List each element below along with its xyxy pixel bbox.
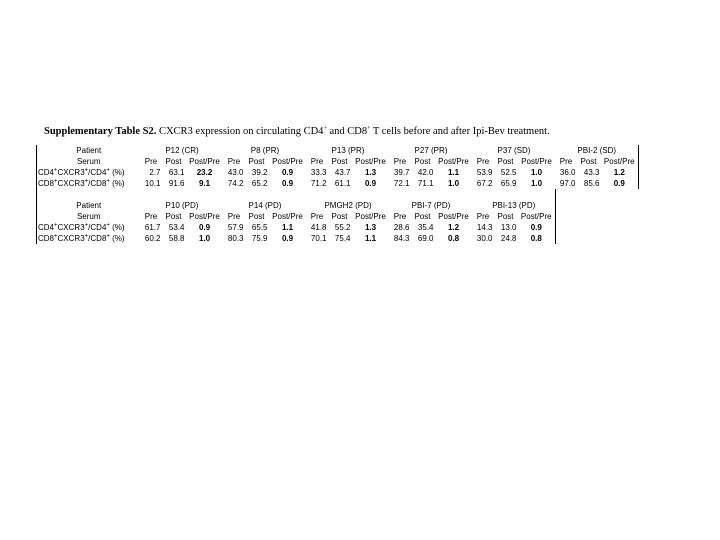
row-label-cd8: CD8+CXCR3+/CD8+ (%) <box>37 178 141 189</box>
post-header: Post <box>497 157 514 166</box>
patient-name: PBI-13 (PD) <box>473 200 556 211</box>
table-row <box>37 178 639 189</box>
pre-value: 97.0 <box>559 179 576 188</box>
block1-patient-row <box>37 145 639 156</box>
post-header: Post <box>414 212 431 221</box>
post-value: 63.1 <box>168 168 185 177</box>
caption-text-3: T cells before and after Ipi-Bev treatment. <box>370 126 550 137</box>
spacer-row <box>37 189 639 200</box>
patient-name: P8 (PR) <box>250 146 280 155</box>
pre-value: 57.9 <box>227 223 244 232</box>
post-value: 39.2 <box>251 168 268 177</box>
patient-name: PMGH2 (PD) <box>324 201 372 210</box>
post-header: Post <box>497 212 514 221</box>
ratio-header: Post/Pre <box>189 157 220 166</box>
pre-value: 39.7 <box>393 168 410 177</box>
pre-value: 33.3 <box>310 168 327 177</box>
pre-value: 53.9 <box>476 168 493 177</box>
block1-serum-row <box>37 156 639 167</box>
pre-value: 80.3 <box>227 234 244 243</box>
ratio-value: 0.9 <box>364 179 377 188</box>
patient-name: PBI-7 (PD) <box>411 201 451 210</box>
pre-value: 2.7 <box>149 168 161 177</box>
pre-value: 14.3 <box>476 223 493 232</box>
ratio-value: 0.8 <box>518 233 556 244</box>
patient-name: P27 (PR) <box>414 146 448 155</box>
pre-header: Pre <box>227 157 241 166</box>
caption-title: Supplementary Table S2. <box>44 126 157 137</box>
block2-serum-row <box>37 211 639 222</box>
ratio-value: 23.2 <box>196 168 213 177</box>
pre-value: 30.0 <box>476 234 493 243</box>
ratio-value: 0.9 <box>601 178 639 189</box>
patient-name: P12 (CR) <box>165 146 199 155</box>
serum-label: Serum <box>37 211 141 222</box>
pre-value: 67.2 <box>476 179 493 188</box>
post-header: Post <box>331 212 348 221</box>
pre-value: 70.1 <box>310 234 327 243</box>
row-label-cd4: CD4+CXCR3+/CD4+ (%) <box>37 222 141 233</box>
ratio-header: Post/Pre <box>272 212 303 221</box>
ratio-value: 1.2 <box>447 223 460 232</box>
post-value: 42.0 <box>417 168 434 177</box>
post-value: 65.9 <box>500 179 517 188</box>
pre-header: Pre <box>144 157 158 166</box>
patient-label: Patient <box>37 200 141 211</box>
patient-label: Patient <box>37 145 141 156</box>
caption-text-1: CXCR3 expression on circulating CD4 <box>156 126 324 137</box>
pre-value: 41.8 <box>310 223 327 232</box>
ratio-value: 1.2 <box>601 167 639 178</box>
row-label-cd8: CD8+CXCR3+/CD8+ (%) <box>37 233 141 244</box>
post-value: 91.6 <box>168 179 185 188</box>
post-value: 55.2 <box>334 223 351 232</box>
ratio-header: Post/Pre <box>355 157 386 166</box>
pre-header: Pre <box>393 157 407 166</box>
caption-text-2: and CD8 <box>326 126 368 137</box>
ratio-header: Post/Pre <box>438 157 469 166</box>
post-value: 35.4 <box>417 223 434 232</box>
ratio-value: 1.3 <box>364 168 377 177</box>
pre-value: 61.7 <box>144 223 161 232</box>
post-value: 75.4 <box>334 234 351 243</box>
post-value: 58.8 <box>168 234 185 243</box>
patient-name: P14 (PD) <box>248 201 282 210</box>
ratio-value: 1.1 <box>447 168 460 177</box>
ratio-value: 0.9 <box>518 222 556 233</box>
post-header: Post <box>165 212 182 221</box>
post-value: 75.9 <box>251 234 268 243</box>
patient-name: PBI-2 (SD) <box>556 145 639 156</box>
pre-header: Pre <box>476 157 490 166</box>
row-label-cd4: CD4+CXCR3+/CD4+ (%) <box>37 167 141 178</box>
pre-value: 36.0 <box>559 168 576 177</box>
pre-value: 10.1 <box>144 179 161 188</box>
ratio-value: 0.9 <box>281 179 294 188</box>
ratio-value: 1.3 <box>364 223 377 232</box>
post-header: Post <box>331 157 348 166</box>
ratio-header: Post/Pre <box>189 212 220 221</box>
ratio-value: 1.0 <box>530 179 543 188</box>
patient-name: P13 (PR) <box>331 146 365 155</box>
table-row <box>37 222 639 233</box>
post-value: 85.6 <box>583 179 600 188</box>
pre-header: Pre <box>144 212 158 221</box>
pre-value: 72.1 <box>393 179 410 188</box>
ratio-header: Post/Pre <box>438 212 469 221</box>
pre-header: Pre <box>393 212 407 221</box>
pre-value: 71.2 <box>310 179 327 188</box>
post-value: 24.8 <box>500 234 517 243</box>
ratio-value: 0.9 <box>281 168 294 177</box>
post-value: 52.5 <box>500 168 517 177</box>
post-header: Post <box>165 157 182 166</box>
post-value: 53.4 <box>168 223 185 232</box>
pre-header: Pre <box>476 212 490 221</box>
pre-header: Pre <box>310 212 324 221</box>
table-row <box>37 233 639 244</box>
post-value: 71.1 <box>417 179 434 188</box>
pre-header: Pre <box>227 212 241 221</box>
table-row <box>37 167 639 178</box>
ratio-header: Post/Pre <box>518 211 556 222</box>
ratio-header: Post/Pre <box>601 156 639 167</box>
post-value: 65.5 <box>251 223 268 232</box>
ratio-value: 1.0 <box>530 168 543 177</box>
ratio-value: 1.1 <box>281 223 294 232</box>
pre-value: 84.3 <box>393 234 410 243</box>
ratio-value: 9.1 <box>198 179 211 188</box>
post-value: 13.0 <box>500 223 517 232</box>
ratio-value: 0.9 <box>198 223 211 232</box>
patient-name: P37 (SD) <box>497 146 531 155</box>
post-header: Post <box>248 212 265 221</box>
ratio-value: 1.1 <box>364 234 377 243</box>
post-value: 65.2 <box>251 179 268 188</box>
ratio-value: 1.0 <box>447 179 460 188</box>
table-caption: Supplementary Table S2. CXCR3 expression on circulating CD4+ and CD8+ T cells before and after Ipi-Bev treatment. <box>44 125 550 137</box>
ratio-header: Post/Pre <box>272 157 303 166</box>
pre-value: 60.2 <box>144 234 161 243</box>
ratio-value: 0.8 <box>447 234 460 243</box>
pre-value: 74.2 <box>227 179 244 188</box>
ratio-value: 1.0 <box>198 234 211 243</box>
cxcr3-table <box>36 145 639 244</box>
pre-header: Pre <box>559 157 573 166</box>
block2-patient-row <box>37 200 639 211</box>
post-header: Post <box>580 157 597 166</box>
ratio-header: Post/Pre <box>521 157 552 166</box>
pre-value: 28.6 <box>393 223 410 232</box>
post-header: Post <box>414 157 431 166</box>
post-value: 43.7 <box>334 168 351 177</box>
patient-name: P10 (PD) <box>165 201 199 210</box>
ratio-value: 0.9 <box>281 234 294 243</box>
post-value: 69.0 <box>417 234 434 243</box>
ratio-header: Post/Pre <box>355 212 386 221</box>
post-value: 43.3 <box>583 168 600 177</box>
post-value: 61.1 <box>334 179 351 188</box>
serum-label: Serum <box>37 156 141 167</box>
pre-value: 43.0 <box>227 168 244 177</box>
post-header: Post <box>248 157 265 166</box>
pre-header: Pre <box>310 157 324 166</box>
